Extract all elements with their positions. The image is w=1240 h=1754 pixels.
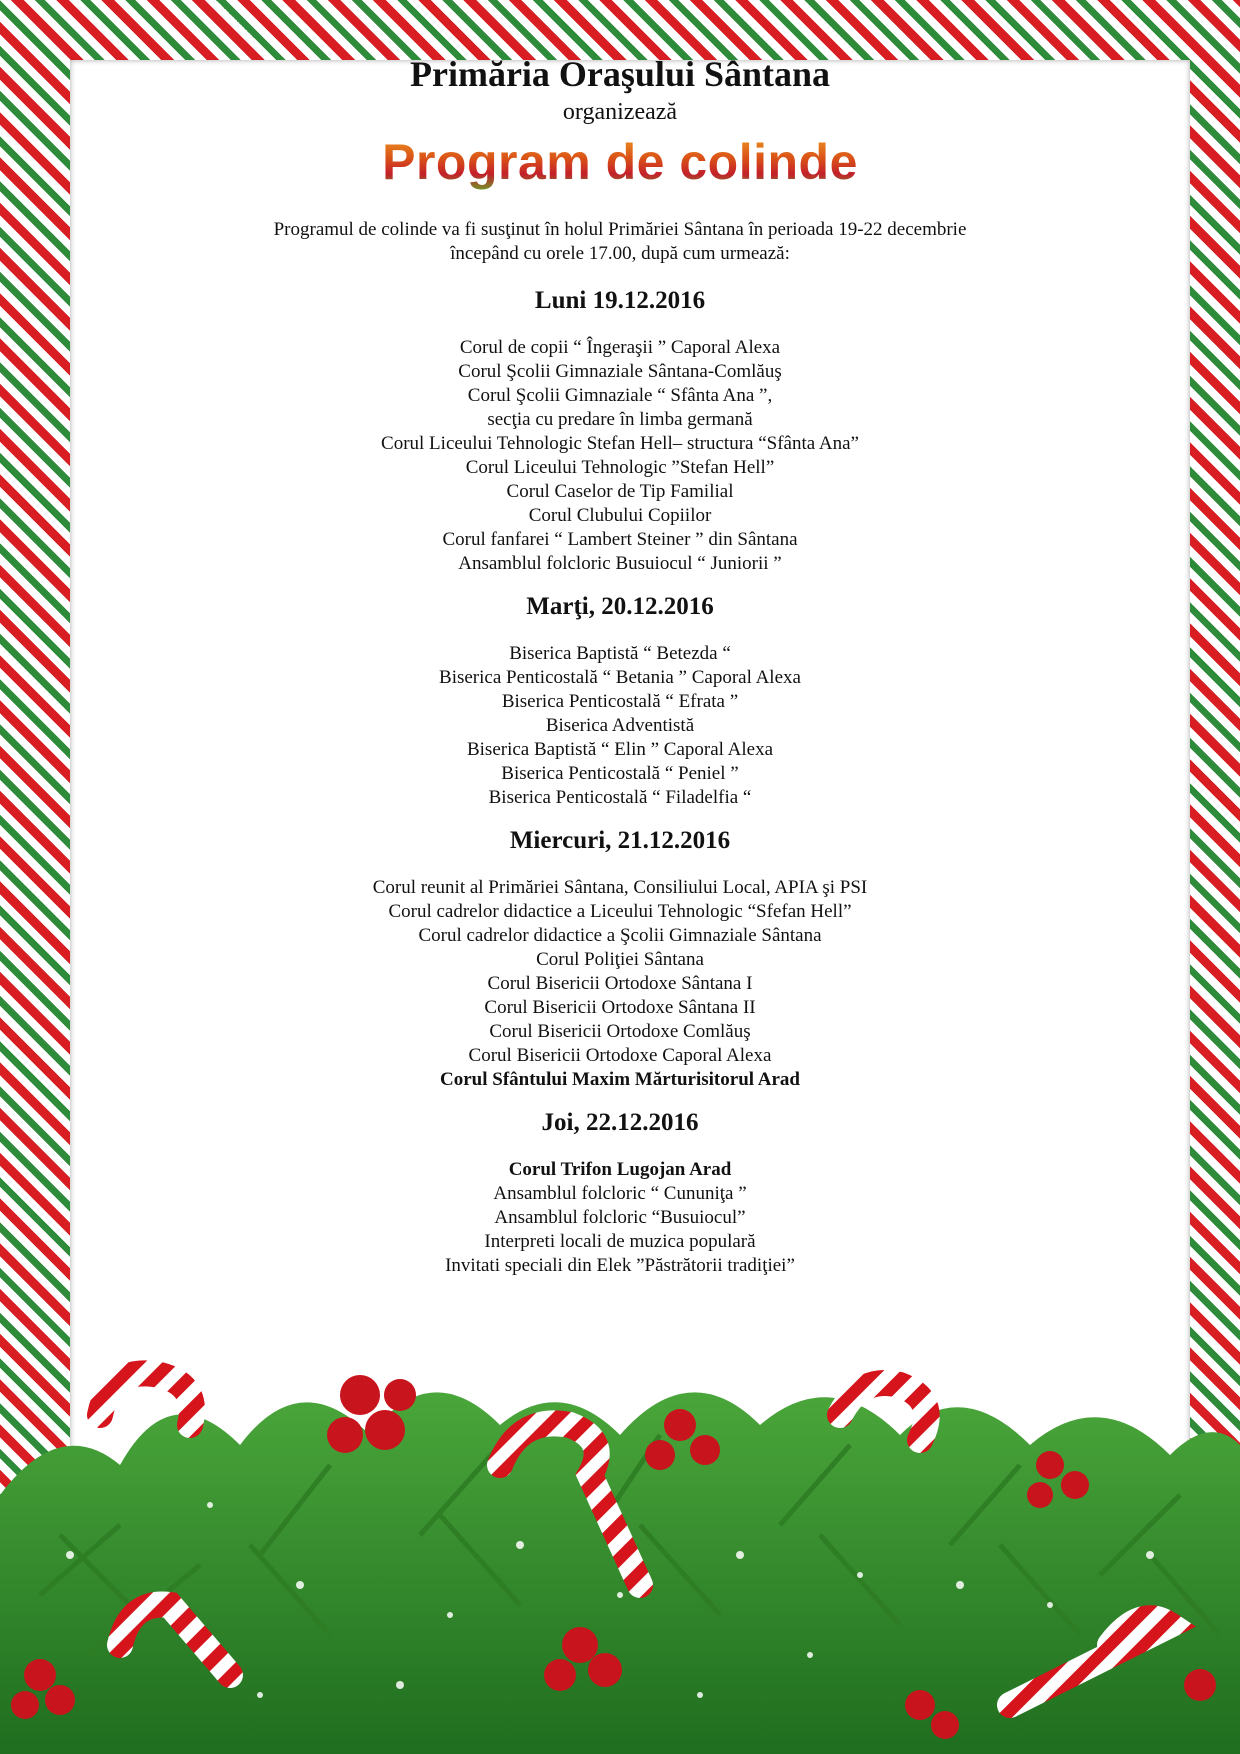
pine-branches [0, 1392, 1240, 1754]
list-item: Biserica Penticostală “ Betania ” Caporal Alexa [439, 667, 801, 688]
day-heading: Joi, 22.12.2016 [541, 1109, 699, 1136]
list-item: Corul Liceului Tehnologic Stefan Hell– structura “Sfânta Ana” [381, 433, 859, 454]
list-item: Corul Bisericii Ortodoxe Caporal Alexa [468, 1045, 772, 1066]
list-item: Corul Şcolii Gimnaziale Sântana-Comlăuş [458, 361, 782, 382]
list-item: Corul Clubului Copiilor [528, 505, 712, 526]
list-item: Corul Caselor de Tip Familial [506, 481, 734, 502]
performer-list [130, 642, 1110, 810]
christmas-garland-decoration [0, 1355, 1240, 1754]
list-item: Corul cadrelor didactice a Liceului Tehnologic “Sfefan Hell” [388, 901, 852, 922]
list-item: Corul Sfântului Maxim Mărturisitorul Arad [440, 1069, 800, 1090]
list-item: Corul Bisericii Ortodoxe Sântana I [487, 973, 753, 994]
list-item: Corul Bisericii Ortodoxe Sântana II [484, 997, 756, 1018]
intro-text [130, 218, 1110, 266]
program-title: Program de colinde [130, 132, 1110, 192]
performer-list [130, 1158, 1110, 1278]
day-block [130, 824, 1110, 1092]
list-item: Corul Şcolii Gimnaziale “ Sfânta Ana ”, [467, 385, 773, 406]
list-item: Biserica Penticostală “ Efrata ” [501, 691, 739, 712]
list-item: Biserica Adventistă [545, 715, 695, 736]
list-item: Corul reunit al Primăriei Sântana, Consiliului Local, APIA şi PSI [372, 877, 868, 898]
list-item: Biserica Baptistă “ Elin ” Caporal Alexa [466, 739, 773, 760]
performer-list [130, 876, 1110, 1092]
list-item: Biserica Penticostală “ Peniel ” [501, 763, 739, 784]
list-item: secţia cu predare în limba germană [487, 409, 753, 430]
intro-line-1: Programul de colinde va fi susţinut în holul Primăriei Sântana în perioada 19-22 decembrie [273, 219, 967, 240]
list-item: Ansamblul folcloric “ Cununiţa ” [493, 1183, 747, 1204]
list-item: Corul Liceului Tehnologic ”Stefan Hell” [465, 457, 775, 478]
list-item: Corul de copii “ Îngeraşii ” Caporal Alexa [459, 337, 781, 358]
list-item: Corul Bisericii Ortodoxe Comlăuş [489, 1021, 751, 1042]
list-item: Corul fanfarei “ Lambert Steiner ” din Sântana [442, 529, 798, 550]
day-block [130, 1106, 1110, 1278]
list-item: Ansamblul folcloric Busuiocul “ Juniorii ” [458, 553, 782, 574]
list-item: Corul Poliţiei Sântana [536, 949, 704, 970]
day-block [130, 284, 1110, 576]
list-item: Corul Trifon Lugojan Arad [508, 1159, 732, 1180]
flyer-content [130, 50, 1110, 1284]
program-title-wordart [130, 130, 1110, 210]
list-item: Invitati speciali din Elek ”Păstrătorii tradiţiei” [445, 1255, 795, 1276]
list-item: Biserica Penticostală “ Filadelfia “ [488, 787, 752, 808]
list-item: Biserica Baptistă “ Betezda “ [509, 643, 731, 664]
day-heading: Miercuri, 21.12.2016 [509, 827, 731, 854]
day-heading: Luni 19.12.2016 [534, 287, 706, 314]
list-item: Interpreti locali de muzica populară [484, 1231, 756, 1252]
organizer-title: Primăria Oraşului Sântana [409, 54, 831, 94]
intro-line-2: începând cu orele 17.00, după cum urmează: [450, 243, 790, 264]
day-heading: Marţi, 20.12.2016 [526, 593, 714, 620]
list-item: Corul cadrelor didactice a Şcolii Gimnaziale Sântana [418, 925, 822, 946]
organizes-text: organizează [562, 99, 678, 125]
list-item: Ansamblul folcloric “Busuiocul” [494, 1207, 746, 1228]
performer-list [130, 336, 1110, 576]
day-block [130, 590, 1110, 810]
schedule [130, 284, 1110, 1278]
